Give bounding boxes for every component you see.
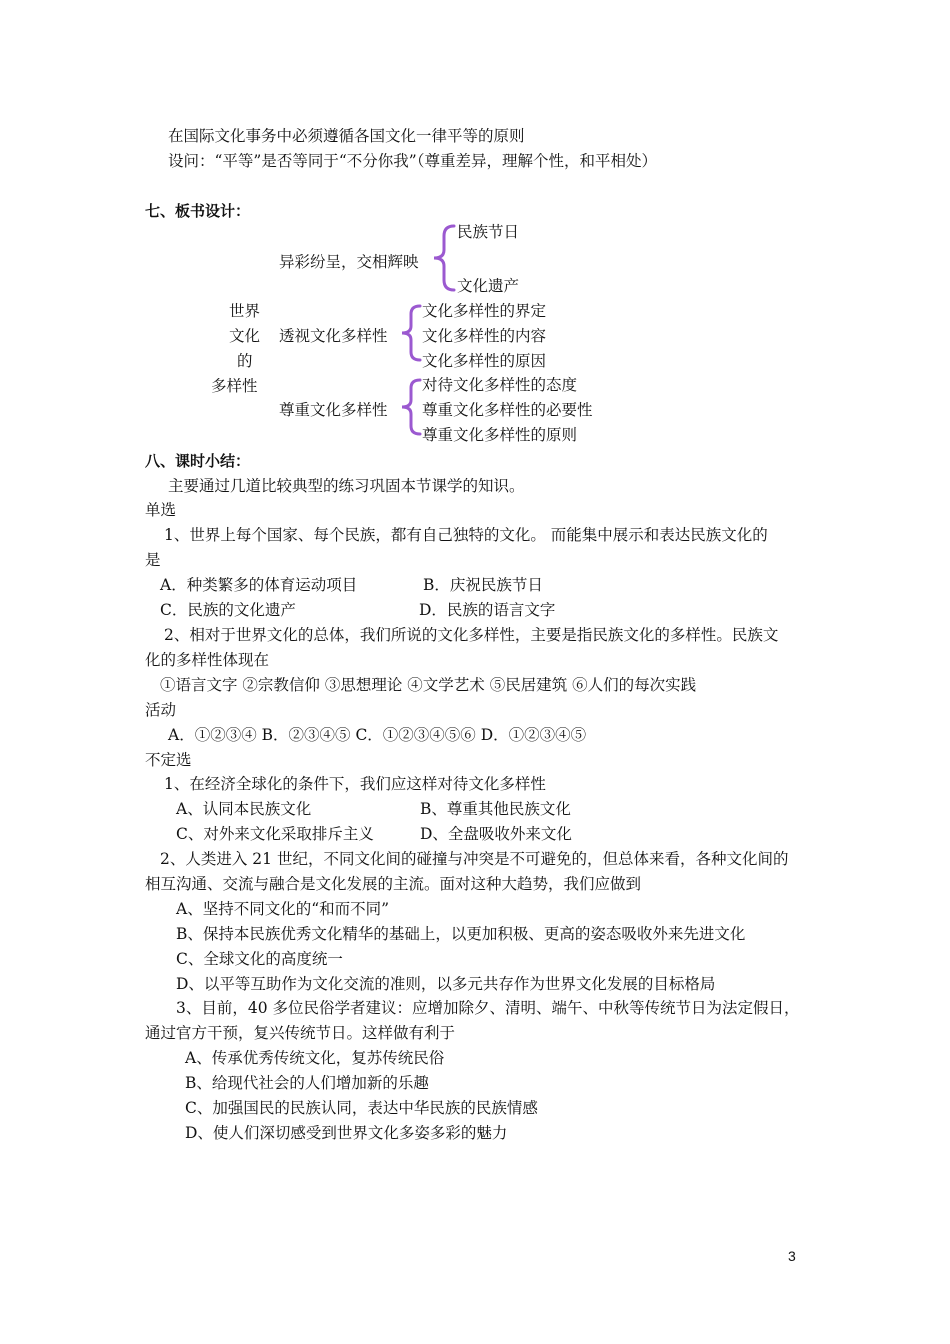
summary-heading: 八、课时小结： bbox=[145, 452, 251, 470]
board-root-4: 多样性 bbox=[211, 377, 258, 395]
m1-option-c: C、对外来文化采取排斥主义 bbox=[176, 825, 374, 843]
m2-line-1: 2、人类进入 21 世纪，不同文化间的碰撞与冲突是不可避免的，但总体来看，各种文化间的 bbox=[160, 850, 789, 868]
m3-option-c: C、加强国民的民族认同，表达中华民族的民族情感 bbox=[185, 1099, 538, 1117]
group3-label: 尊重文化多样性 bbox=[279, 401, 388, 419]
intro-line-2: 设问：“平等”是否等同于“不分你我”（尊重差异，理解个性，和平相处） bbox=[168, 152, 657, 170]
group1-brace bbox=[428, 222, 458, 294]
group2-item-3: 文化多样性的原因 bbox=[422, 352, 547, 370]
group3-item-1: 对待文化多样性的态度 bbox=[422, 376, 578, 394]
m3-option-b: B、给现代社会的人们增加新的乐趣 bbox=[185, 1074, 429, 1092]
q1-option-d: D．民族的语言文字 bbox=[419, 601, 556, 619]
q2-options: A．①②③④ B．②③④⑤ C．①②③④⑤⑥ D．①②③④⑤ bbox=[168, 726, 587, 744]
m3-option-d: D、使人们深切感受到世界文化多姿多彩的魅力 bbox=[185, 1124, 508, 1142]
group2-label: 透视文化多样性 bbox=[279, 327, 388, 345]
single-choice-label: 单选 bbox=[145, 501, 177, 519]
q1-option-c: C．民族的文化遗产 bbox=[160, 601, 296, 619]
page-number: 3 bbox=[788, 1248, 796, 1264]
m2-option-d: D、以平等互助作为文化交流的准则，以多元共存作为世界文化发展的目标格局 bbox=[176, 975, 716, 993]
multi-choice-label: 不定选 bbox=[145, 751, 192, 769]
m2-option-b: B、保持本民族优秀文化精华的基础上，以更加积极、更高的姿态吸收外来先进文化 bbox=[176, 925, 746, 943]
q1-line-2: 是 bbox=[145, 551, 161, 569]
group2-brace bbox=[396, 302, 424, 364]
q2-line-1: 2、相对于世界文化的总体，我们所说的文化多样性，主要是指民族文化的多样性。民族文 bbox=[164, 626, 779, 644]
m3-line-2: 通过官方干预，复兴传统节日。这样做有利于 bbox=[145, 1024, 456, 1042]
q1-option-a: A．种类繁多的体育运动项目 bbox=[160, 576, 358, 594]
m1-option-a: A、认同本民族文化 bbox=[176, 800, 312, 818]
m3-line-1: 3、目前，40 多位民俗学者建议：应增加除夕、清明、端午、中秋等传统节日为法定假日， bbox=[176, 999, 800, 1017]
group3-brace bbox=[396, 376, 424, 438]
m1-option-d: D、全盘吸收外来文化 bbox=[420, 825, 572, 843]
group2-item-2: 文化多样性的内容 bbox=[422, 327, 547, 345]
group1-item-2: 文化遗产 bbox=[457, 277, 520, 295]
m2-line-2: 相互沟通、交流与融合是文化发展的主流。面对这种大趋势，我们应做到 bbox=[145, 875, 642, 893]
summary-intro: 主要通过几道比较典型的练习巩固本节课学的知识。 bbox=[168, 477, 525, 495]
intro-line-1: 在国际文化事务中必须遵循各国文化一律平等的原则 bbox=[168, 127, 525, 145]
board-root-1: 世界 bbox=[229, 302, 261, 320]
q1-line-1: 1、世界上每个国家、每个民族，都有自己独特的文化。 而能集中展示和表达民族文化的 bbox=[164, 526, 768, 544]
board-root-2: 文化 bbox=[229, 327, 261, 345]
m2-option-c: C、全球文化的高度统一 bbox=[176, 950, 343, 968]
q2-items: ①语言文字 ②宗教信仰 ③思想理论 ④文学艺术 ⑤民居建筑 ⑥人们的每次实践 bbox=[160, 676, 697, 694]
group1-label: 异彩纷呈，交相辉映 bbox=[279, 253, 419, 271]
group2-item-1: 文化多样性的界定 bbox=[422, 302, 547, 320]
group3-item-3: 尊重文化多样性的原则 bbox=[422, 426, 578, 444]
q2-line-2: 化的多样性体现在 bbox=[145, 651, 270, 669]
group1-item-1: 民族节日 bbox=[457, 223, 520, 241]
m1-option-b: B、尊重其他民族文化 bbox=[420, 800, 571, 818]
m3-option-a: A、传承优秀传统文化，复苏传统民俗 bbox=[185, 1049, 445, 1067]
board-root-3: 的 bbox=[237, 352, 253, 370]
group3-item-2: 尊重文化多样性的必要性 bbox=[422, 401, 593, 419]
q1-option-b: B．庆祝民族节日 bbox=[423, 576, 543, 594]
m1-line: 1、在经济全球化的条件下，我们应这样对待文化多样性 bbox=[164, 775, 546, 793]
m2-option-a: A、坚持不同文化的“和而不同” bbox=[176, 900, 390, 918]
q2-items-cont: 活动 bbox=[145, 701, 177, 719]
board-heading: 七、板书设计： bbox=[145, 202, 251, 220]
